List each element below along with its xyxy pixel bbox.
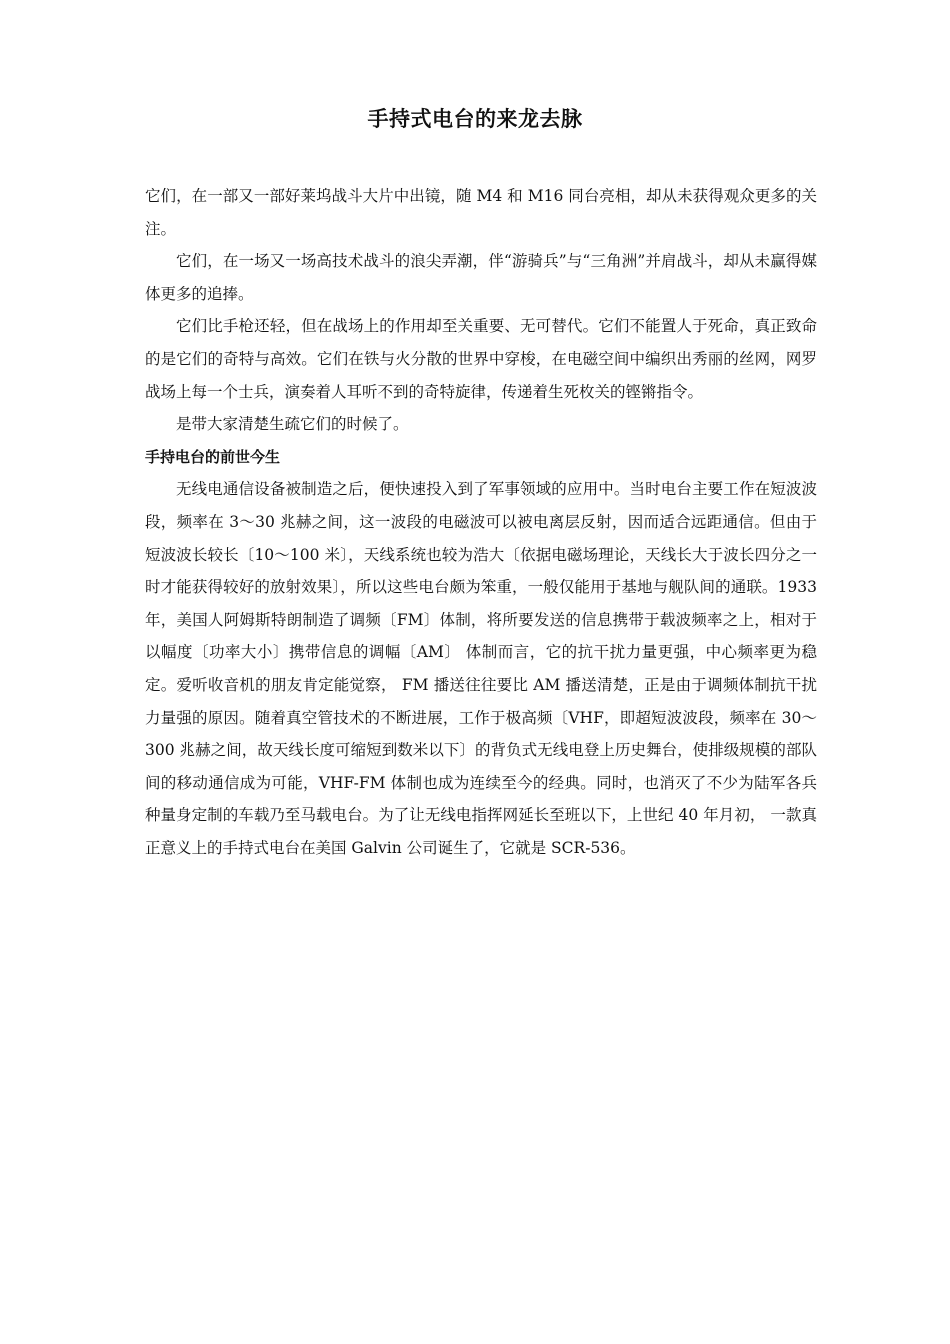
- intro-paragraph-1: 它们，在一部又一部好莱坞战斗大片中出镜，随 M4 和 M16 同台亮相，却从未获得观众更多的关注。: [145, 187, 817, 238]
- intro-paragraph-2: 它们，在一场又一场高技术战斗的浪尖弄潮，伴“游骑兵”与“三角洲”并肩战斗，却从未赢得媒体更多的追捧。: [145, 252, 817, 303]
- intro-paragraph-3: 它们比手枪还轻，但在战场上的作用却至关重要、无可替代。它们不能置人于死命，真正致命的是它们的奇特与高效。它们在铁与火分散的世界中穿梭，在电磁空间中编织出秀丽的丝网，网罗战场上每一个士兵，演奏着人耳听不到的奇特旋律，传递着生死枚关的铿锵指令。: [145, 317, 817, 401]
- document-body: [145, 180, 817, 864]
- section-heading: 手持电台的前世今生: [145, 447, 281, 466]
- document-title: 手持式电台的来龙去脉: [367, 107, 583, 131]
- section-paragraph: 无线电通信设备被制造之后，便快速投入到了军事领域的应用中。当时电台主要工作在短波波段，频率在 3～30 兆赫之间，这一波段的电磁波可以被电离层反射，因而适合远距通信。但由于短波波长较长〔10～100 米〕，天线系统也较为浩大〔依据电磁场理论，天线长大于波长四分之一时才能获得较好的放射效果〕，所以这些电台颇为笨重，一般仅能用于基地与舰队间的通联。1933 年，美国人阿姆斯特朗制造了调频〔FM〕体制，将所要发送的信息携带于载波频率之上，相对于以幅度〔功率大小〕携带信息的调幅〔AM〕 体制而言，它的抗干扰力量更强，中心频率更为稳定。爱听收音机的朋友肯定能觉察， FM 播送往往要比 AM 播送清楚，正是由于调频体制抗干扰力量强的原因。随着真空管技术的不断进展，工作于极高频〔VHF，即超短波波段，频率在 30～300 兆赫之间，故天线长度可缩短到数米以下〕的背负式无线电登上历史舞台，使排级规模的部队间的移动通信成为可能，VHF-FM 体制也成为连续至今的经典。同时，也消灭了不少为陆军各兵种量身定制的车载乃至马载电台。为了让无线电指挥网延长至班以下，上世纪 40 年月初， 一款真正意义上的手持式电台在美国 Galvin 公司诞生了，它就是 SCR-536。: [145, 480, 817, 857]
- intro-paragraph-4: 是带大家清楚生疏它们的时候了。: [176, 415, 409, 434]
